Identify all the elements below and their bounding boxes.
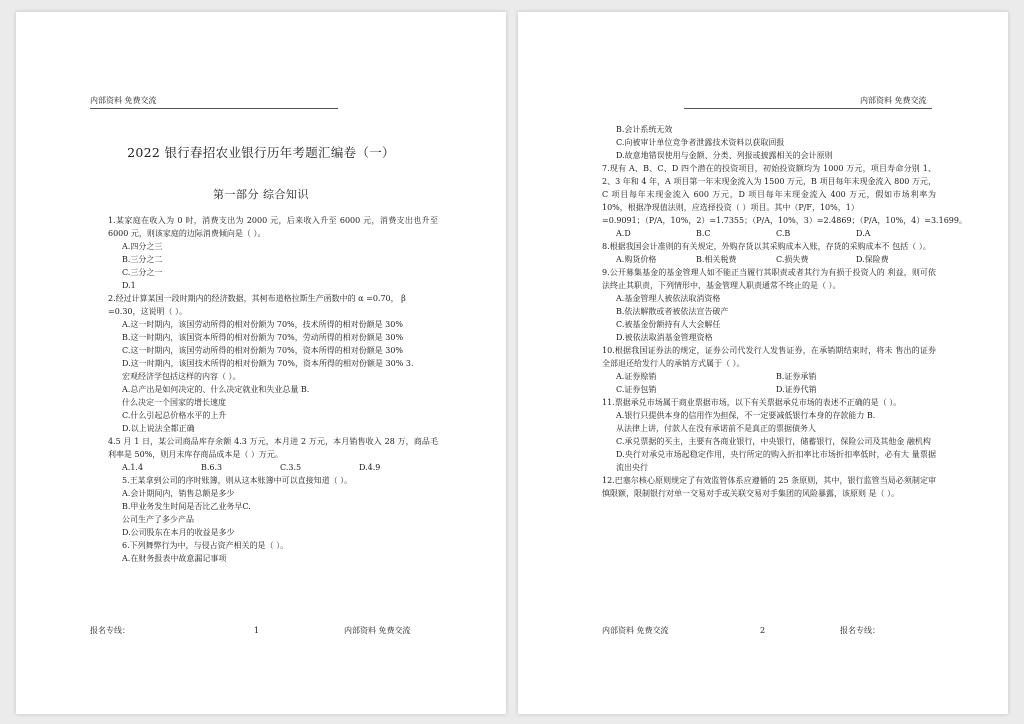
- question-4-option-b: B.6.3: [201, 463, 223, 472]
- question-8-option-b: B.相关税费: [696, 255, 737, 264]
- question-5-option-a: A.会计期间内，销售总额是多少: [122, 489, 235, 498]
- question-11-option-d: D.央行对承兑市场起稳定作用，央行所定的购入折扣率比市场折扣率低时，必有大 量票据流出央行: [616, 450, 936, 472]
- question-2-option-c: C.这一时期内，该国劳动所得的相对份额为 70%，资本所得的相对份额是 30%: [122, 346, 404, 355]
- question-9-text: 9.公开募集基金的基金管理人如不能正当履行其职责或者其行为有损于投资人的 利益，则可依法终止其职责，下列情形中，基金管理人职责通常不终止的是（ ）。: [602, 268, 936, 290]
- question-4-options: [108, 461, 438, 474]
- question-7-formula: =0.9091；（P/A，10%，2）=1.7355；（P/A，10%，3）=2.4869；（P/A，10%，4）=3.1699。: [602, 216, 967, 225]
- question-11-text: 11.票据承兑市场属于商业票据市场，以下有关票据承兑市场的表述不正确的是（ ）。: [602, 398, 902, 407]
- question-7-option-c: C.B: [776, 229, 791, 238]
- question-8-option-c: C.损失费: [776, 255, 809, 264]
- question-7-text: 7.现有 A、B、C、D 四个潜在的投资项目，初始投资额均为 1000 万元，项目寿命分别 1、2、3 年和 4 年，A 项目第一年末现金流入为 1500 万元，B 项目每年末现金流入 800 万元，C 项目每年末现金流入 600 万元，D 项目每年末现金流入 400 万元，假如市场利率为 10%，根据净现值法则，应选择投资（ ）项目。其中（P/F，10%，1）: [602, 164, 936, 212]
- question-5-option-c: 公司生产了多少产品: [122, 515, 194, 524]
- question-8-text: 8.根据我国会计准则的有关规定，外购存货以其采购成本入账，存货的采购成本不 包括（ ）。: [602, 242, 931, 251]
- header-divider: [684, 108, 932, 109]
- question-11-option-c: C.承兑票据的买主，主要有各商业银行，中央银行，储蓄银行，保险公司及其他金 融机构: [616, 437, 931, 446]
- question-7-option-b: B.C: [696, 229, 711, 238]
- question-4-option-c: C.3.5: [280, 463, 302, 472]
- question-list: [108, 214, 438, 565]
- footer-left: 内部资料 免费交流: [602, 626, 669, 635]
- question-11-option-b: 从法律上讲，付款人在没有承诺前不是真正的票据债务人: [616, 424, 816, 433]
- question-10-text: 10.根据我国证券法的规定，证券公司代发行人发售证券，在承销期结束时，将未 售出的证券全部退还给发行人的承销方式属于（ ）。: [602, 346, 936, 368]
- question-8-option-d: D.保险费: [856, 255, 889, 264]
- question-7-option-a: A.D: [616, 229, 631, 238]
- question-9-option-c: C.被基金份额持有人大会解任: [616, 320, 721, 329]
- question-9-option-d: D.被依法取消基金管理资格: [616, 333, 713, 342]
- question-list: [602, 123, 967, 500]
- question-10-option-c: C.证券包销: [616, 385, 657, 394]
- question-9-option-b: B.依法解散或者被依法宣告破产: [616, 307, 729, 316]
- question-8-options: [602, 253, 936, 266]
- question-2-option-b: B.这一时期内，该国资本所得的相对份额为 70%，劳动所得的相对份额是 30%: [122, 333, 404, 342]
- question-10-options-row2: [602, 383, 936, 396]
- document-title: 2022 银行春招农业银行历年考题汇编卷（一）: [127, 145, 395, 160]
- page-header: 内部资料 免费交流: [90, 96, 157, 105]
- section-heading: 第一部分 综合知识: [213, 188, 309, 201]
- question-3-option-d: D.以上说法全都正确: [122, 424, 195, 433]
- question-10-options-row1: [602, 370, 936, 383]
- question-12-text: 12.巴塞尔核心原则规定了有效监管体系应遵循的 25 条原则，其中，银行监管当局必须制定审慎限额，限制银行对单一交易对手或关联交易对手集团的风险暴露，该原则 是（ ）。: [602, 476, 936, 498]
- page-number: 2: [760, 626, 766, 635]
- document-page-2: [518, 12, 1008, 714]
- document-page-1: [16, 12, 506, 714]
- question-1-option-a: A.四分之三: [122, 242, 163, 251]
- question-1-option-d: D.1: [122, 281, 136, 290]
- question-6-text: 6.下列舞弊行为中，与侵占资产相关的是（ ）。: [122, 541, 289, 550]
- question-9-option-a: A.基金管理人被依法取消资格: [616, 294, 721, 303]
- footer-right: 报名专线：: [840, 626, 880, 635]
- question-3-text: 宏观经济学包括这样的内容（ ）。: [122, 372, 241, 381]
- question-7-options: [602, 227, 936, 240]
- question-2-text-line2: =0.30，这说明（ ）。: [108, 307, 188, 316]
- question-2-option-d: D.这一时期内，该国技术所得的相对份额为 70%，资本所得的相对份额是 30% 3.: [122, 359, 414, 368]
- question-7-option-d: D.A: [856, 229, 871, 238]
- question-8-option-a: A.购货价格: [616, 255, 657, 264]
- question-2-text-line1: 2.经过计算某国一段时期内的经济数据，其柯布道格拉斯生产函数中的 α =0.70， β: [108, 294, 406, 303]
- question-4-option-a: A.1.4: [122, 463, 144, 472]
- question-6-option-a: A.在财务报表中故意漏记事项: [122, 554, 227, 563]
- page-number: 1: [254, 626, 260, 635]
- question-1-option-c: C.三分之一: [122, 268, 163, 277]
- question-6-option-d: D.故意地错误使用与金额、分类、列报或披露相关的会计原则: [616, 151, 833, 160]
- question-1-text: 1.某家庭在收入为 0 时，消费支出为 2000 元，后来收入升至 6000 元，消费支出也升至 6000 元，则该家庭的边际消费倾向是（ ）。: [108, 216, 438, 238]
- question-5-option-b: B.甲业务发生时间是否比乙业务早C.: [122, 502, 251, 511]
- question-4-option-d: D.4.9: [359, 463, 381, 472]
- header-divider: [90, 108, 338, 109]
- question-5-text: 5.王某拿到公司的序时账簿，则从这本账簿中可以直接知道（ ）。: [122, 476, 353, 485]
- question-11-option-a: A.银行只提供本身的信用作为担保，不一定要减低银行本身的存款能力 B.: [616, 411, 876, 420]
- question-10-option-a: A.证券赊销: [616, 372, 657, 381]
- question-1-option-b: B.三分之二: [122, 255, 163, 264]
- footer-left: 报名专线：: [90, 626, 130, 635]
- question-3-option-b: 什么决定一个国家的增长速度: [122, 398, 226, 407]
- question-6-option-c: C.向被审计单位竞争者泄露技术资料以获取回报: [616, 138, 785, 147]
- question-10-option-b: B.证券承销: [776, 372, 817, 381]
- question-2-option-a: A.这一时期内，该国劳动所得的相对份额为 70%，技术所得的相对份额是 30%: [122, 320, 403, 329]
- question-3-option-a: A.总产出是如何决定的、什么决定就业和失业总量 B.: [122, 385, 310, 394]
- question-5-option-d: D.公司股东在本月的收益是多少: [122, 528, 235, 537]
- page-header: 内部资料 免费交流: [860, 96, 927, 105]
- question-3-option-c: C.什么引起总价格水平的上升: [122, 411, 227, 420]
- question-4-text: 4.5 月 1 日，某公司商品库存余额 4.3 万元，本月进 2 万元，本月销售收入 28 万，商品毛利率是 50%，则月末库存商品成本是（ ）万元。: [108, 437, 438, 459]
- question-6-option-b: B.会计系统无效: [616, 125, 673, 134]
- footer-right: 内部资料 免费交流: [344, 626, 411, 635]
- question-10-option-d: D.证券代销: [776, 385, 817, 394]
